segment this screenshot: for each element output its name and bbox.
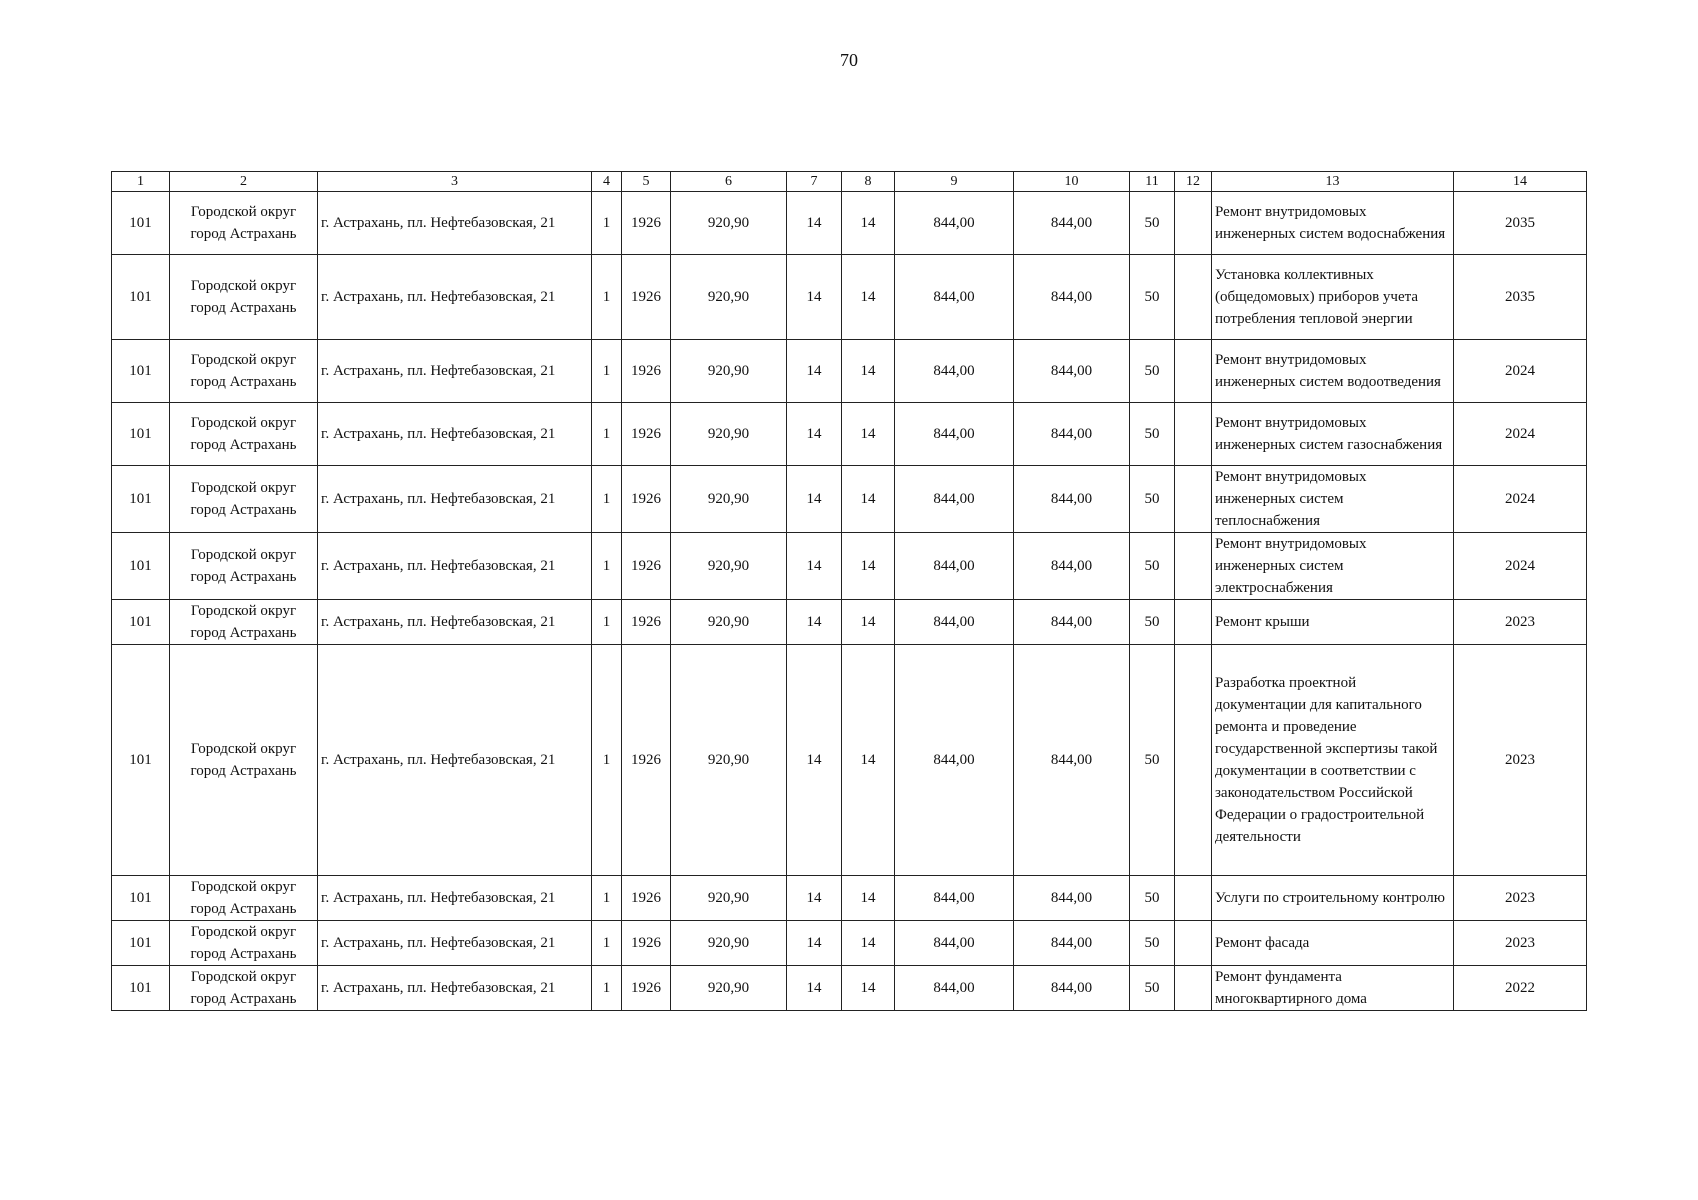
- cell-col10: 844,00: [1014, 876, 1130, 921]
- cell-col6: 920,90: [671, 255, 787, 340]
- header-row: [112, 172, 1587, 192]
- work-type-cell: Установка коллективных (общедомовых) приборов учета потребления тепловой энергии: [1212, 255, 1454, 340]
- cell-col10: 844,00: [1014, 466, 1130, 533]
- cell-col12: [1175, 921, 1212, 966]
- planned-year-cell: 2023: [1454, 600, 1587, 645]
- cell-col11: 50: [1130, 403, 1175, 466]
- cell-col12: [1175, 466, 1212, 533]
- work-type-cell: Ремонт внутридомовых инженерных систем теплоснабжения: [1212, 466, 1454, 533]
- address-cell: г. Астрахань, пл. Нефтебазовская, 21: [318, 340, 592, 403]
- cell-col11: 50: [1130, 255, 1175, 340]
- year-built-cell: 1926: [622, 466, 671, 533]
- cell-col12: [1175, 600, 1212, 645]
- cell-col7: 14: [787, 255, 842, 340]
- cell-col4: 1: [592, 600, 622, 645]
- row-number-cell: 101: [112, 255, 170, 340]
- header-cell: 6: [671, 172, 787, 192]
- cell-col7: 14: [787, 645, 842, 876]
- address-cell: г. Астрахань, пл. Нефтебазовская, 21: [318, 600, 592, 645]
- municipality-cell: Городской округ город Астрахань: [170, 600, 318, 645]
- planned-year-cell: 2022: [1454, 966, 1587, 1011]
- cell-col12: [1175, 645, 1212, 876]
- cell-col8: 14: [842, 255, 895, 340]
- cell-col9: 844,00: [895, 255, 1014, 340]
- header-cell: 14: [1454, 172, 1587, 192]
- municipality-cell: Городской округ город Астрахань: [170, 533, 318, 600]
- cell-col9: 844,00: [895, 876, 1014, 921]
- header-cell: 12: [1175, 172, 1212, 192]
- cell-col7: 14: [787, 403, 842, 466]
- cell-col8: 14: [842, 966, 895, 1011]
- table-row: [112, 600, 1587, 645]
- municipality-cell: Городской округ город Астрахань: [170, 466, 318, 533]
- cell-col9: 844,00: [895, 403, 1014, 466]
- cell-col10: 844,00: [1014, 533, 1130, 600]
- cell-col10: 844,00: [1014, 340, 1130, 403]
- table-row: [112, 645, 1587, 876]
- planned-year-cell: 2023: [1454, 645, 1587, 876]
- cell-col7: 14: [787, 192, 842, 255]
- cell-col6: 920,90: [671, 876, 787, 921]
- work-type-cell: Разработка проектной документации для капитального ремонта и проведение государственной экспертизы такой документации в соответствии с законодательством Российской Федерации о градостроительной деятельности: [1212, 645, 1454, 876]
- year-built-cell: 1926: [622, 340, 671, 403]
- header-cell: 10: [1014, 172, 1130, 192]
- row-number-cell: 101: [112, 340, 170, 403]
- cell-col11: 50: [1130, 645, 1175, 876]
- planned-year-cell: 2035: [1454, 192, 1587, 255]
- cell-col10: 844,00: [1014, 403, 1130, 466]
- cell-col12: [1175, 876, 1212, 921]
- municipality-cell: Городской округ город Астрахань: [170, 876, 318, 921]
- capital-repair-table: [111, 171, 1587, 1011]
- row-number-cell: 101: [112, 966, 170, 1011]
- municipality-cell: Городской округ город Астрахань: [170, 403, 318, 466]
- row-number-cell: 101: [112, 876, 170, 921]
- cell-col9: 844,00: [895, 645, 1014, 876]
- cell-col4: 1: [592, 645, 622, 876]
- table-row: [112, 533, 1587, 600]
- cell-col4: 1: [592, 340, 622, 403]
- cell-col11: 50: [1130, 466, 1175, 533]
- header-cell: 4: [592, 172, 622, 192]
- cell-col9: 844,00: [895, 466, 1014, 533]
- table-row: [112, 403, 1587, 466]
- municipality-cell: Городской округ город Астрахань: [170, 192, 318, 255]
- municipality-cell: Городской округ город Астрахань: [170, 340, 318, 403]
- cell-col12: [1175, 192, 1212, 255]
- work-type-cell: Ремонт фундамента многоквартирного дома: [1212, 966, 1454, 1011]
- cell-col7: 14: [787, 533, 842, 600]
- cell-col6: 920,90: [671, 403, 787, 466]
- cell-col11: 50: [1130, 533, 1175, 600]
- cell-col7: 14: [787, 600, 842, 645]
- header-cell: 11: [1130, 172, 1175, 192]
- page-number: 70: [840, 50, 858, 70]
- cell-col8: 14: [842, 645, 895, 876]
- table-row: [112, 340, 1587, 403]
- planned-year-cell: 2024: [1454, 533, 1587, 600]
- cell-col9: 844,00: [895, 600, 1014, 645]
- year-built-cell: 1926: [622, 645, 671, 876]
- cell-col6: 920,90: [671, 921, 787, 966]
- address-cell: г. Астрахань, пл. Нефтебазовская, 21: [318, 192, 592, 255]
- municipality-cell: Городской округ город Астрахань: [170, 921, 318, 966]
- table-row: [112, 921, 1587, 966]
- cell-col4: 1: [592, 466, 622, 533]
- cell-col6: 920,90: [671, 600, 787, 645]
- year-built-cell: 1926: [622, 192, 671, 255]
- cell-col4: 1: [592, 966, 622, 1011]
- cell-col11: 50: [1130, 876, 1175, 921]
- cell-col11: 50: [1130, 340, 1175, 403]
- cell-col8: 14: [842, 403, 895, 466]
- cell-col4: 1: [592, 876, 622, 921]
- cell-col9: 844,00: [895, 192, 1014, 255]
- cell-col6: 920,90: [671, 192, 787, 255]
- row-number-cell: 101: [112, 533, 170, 600]
- cell-col10: 844,00: [1014, 966, 1130, 1011]
- planned-year-cell: 2023: [1454, 876, 1587, 921]
- address-cell: г. Астрахань, пл. Нефтебазовская, 21: [318, 645, 592, 876]
- planned-year-cell: 2035: [1454, 255, 1587, 340]
- address-cell: г. Астрахань, пл. Нефтебазовская, 21: [318, 466, 592, 533]
- cell-col10: 844,00: [1014, 921, 1130, 966]
- cell-col11: 50: [1130, 192, 1175, 255]
- cell-col8: 14: [842, 600, 895, 645]
- cell-col10: 844,00: [1014, 645, 1130, 876]
- cell-col9: 844,00: [895, 533, 1014, 600]
- cell-col12: [1175, 533, 1212, 600]
- header-cell: 13: [1212, 172, 1454, 192]
- cell-col9: 844,00: [895, 921, 1014, 966]
- row-number-cell: 101: [112, 645, 170, 876]
- address-cell: г. Астрахань, пл. Нефтебазовская, 21: [318, 966, 592, 1011]
- address-cell: г. Астрахань, пл. Нефтебазовская, 21: [318, 876, 592, 921]
- cell-col6: 920,90: [671, 966, 787, 1011]
- address-cell: г. Астрахань, пл. Нефтебазовская, 21: [318, 533, 592, 600]
- cell-col12: [1175, 340, 1212, 403]
- cell-col7: 14: [787, 340, 842, 403]
- work-type-cell: Ремонт крыши: [1212, 600, 1454, 645]
- header-cell: 5: [622, 172, 671, 192]
- row-number-cell: 101: [112, 192, 170, 255]
- cell-col11: 50: [1130, 600, 1175, 645]
- year-built-cell: 1926: [622, 533, 671, 600]
- year-built-cell: 1926: [622, 403, 671, 466]
- table-row: [112, 966, 1587, 1011]
- header-cell: 2: [170, 172, 318, 192]
- cell-col4: 1: [592, 192, 622, 255]
- cell-col10: 844,00: [1014, 600, 1130, 645]
- header-cell: 3: [318, 172, 592, 192]
- table-row: [112, 466, 1587, 533]
- cell-col12: [1175, 403, 1212, 466]
- cell-col9: 844,00: [895, 340, 1014, 403]
- cell-col8: 14: [842, 340, 895, 403]
- row-number-cell: 101: [112, 403, 170, 466]
- address-cell: г. Астрахань, пл. Нефтебазовская, 21: [318, 403, 592, 466]
- year-built-cell: 1926: [622, 600, 671, 645]
- cell-col7: 14: [787, 966, 842, 1011]
- cell-col11: 50: [1130, 921, 1175, 966]
- work-type-cell: Ремонт внутридомовых инженерных систем водоснабжения: [1212, 192, 1454, 255]
- cell-col6: 920,90: [671, 340, 787, 403]
- cell-col4: 1: [592, 533, 622, 600]
- year-built-cell: 1926: [622, 255, 671, 340]
- cell-col12: [1175, 966, 1212, 1011]
- planned-year-cell: 2024: [1454, 340, 1587, 403]
- work-type-cell: Ремонт внутридомовых инженерных систем газоснабжения: [1212, 403, 1454, 466]
- header-cell: 1: [112, 172, 170, 192]
- municipality-cell: Городской округ город Астрахань: [170, 255, 318, 340]
- cell-col10: 844,00: [1014, 255, 1130, 340]
- cell-col12: [1175, 255, 1212, 340]
- header-cell: 8: [842, 172, 895, 192]
- cell-col4: 1: [592, 921, 622, 966]
- cell-col8: 14: [842, 876, 895, 921]
- row-number-cell: 101: [112, 921, 170, 966]
- cell-col7: 14: [787, 466, 842, 533]
- cell-col11: 50: [1130, 966, 1175, 1011]
- cell-col6: 920,90: [671, 533, 787, 600]
- planned-year-cell: 2024: [1454, 466, 1587, 533]
- cell-col7: 14: [787, 876, 842, 921]
- work-type-cell: Услуги по строительному контролю: [1212, 876, 1454, 921]
- work-type-cell: Ремонт фасада: [1212, 921, 1454, 966]
- year-built-cell: 1926: [622, 921, 671, 966]
- header-cell: 7: [787, 172, 842, 192]
- cell-col8: 14: [842, 921, 895, 966]
- work-type-cell: Ремонт внутридомовых инженерных систем электроснабжения: [1212, 533, 1454, 600]
- cell-col6: 920,90: [671, 645, 787, 876]
- cell-col4: 1: [592, 403, 622, 466]
- address-cell: г. Астрахань, пл. Нефтебазовская, 21: [318, 255, 592, 340]
- cell-col7: 14: [787, 921, 842, 966]
- row-number-cell: 101: [112, 466, 170, 533]
- municipality-cell: Городской округ город Астрахань: [170, 645, 318, 876]
- table-row: [112, 876, 1587, 921]
- cell-col4: 1: [592, 255, 622, 340]
- cell-col9: 844,00: [895, 966, 1014, 1011]
- table-row: [112, 192, 1587, 255]
- planned-year-cell: 2023: [1454, 921, 1587, 966]
- cell-col6: 920,90: [671, 466, 787, 533]
- municipality-cell: Городской округ город Астрахань: [170, 966, 318, 1011]
- cell-col8: 14: [842, 192, 895, 255]
- planned-year-cell: 2024: [1454, 403, 1587, 466]
- address-cell: г. Астрахань, пл. Нефтебазовская, 21: [318, 921, 592, 966]
- row-number-cell: 101: [112, 600, 170, 645]
- header-cell: 9: [895, 172, 1014, 192]
- year-built-cell: 1926: [622, 966, 671, 1011]
- table-row: [112, 255, 1587, 340]
- cell-col8: 14: [842, 533, 895, 600]
- year-built-cell: 1926: [622, 876, 671, 921]
- cell-col10: 844,00: [1014, 192, 1130, 255]
- cell-col8: 14: [842, 466, 895, 533]
- work-type-cell: Ремонт внутридомовых инженерных систем водоотведения: [1212, 340, 1454, 403]
